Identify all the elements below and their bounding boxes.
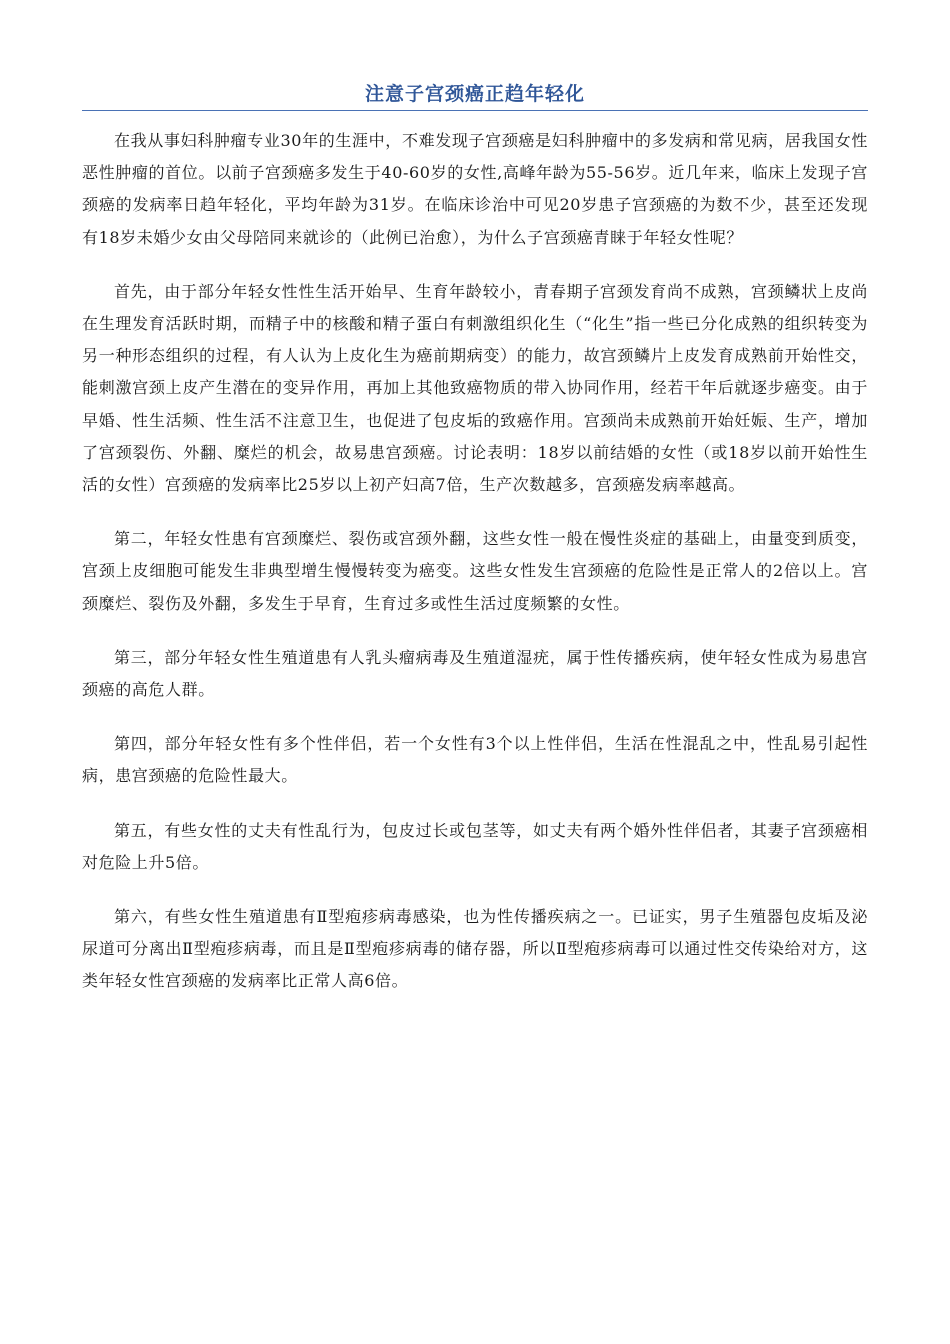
paragraph-reason-sixth: 第六，有些女性生殖道患有Ⅱ型疱疹病毒感染，也为性传播疾病之一。已证实，男子生殖器包皮垢及泌尿道可分离出Ⅱ型疱疹病毒，而且是Ⅱ型疱疹病毒的储存器，所以Ⅱ型疱疹病毒可以通过性交传染给对方，这类年轻女性宫颈癌的发病率比正常人高6倍。 [82, 907, 868, 991]
document-page [82, 78, 868, 1020]
paragraph-reason-fourth: 第四，部分年轻女性有多个性伴侣，若一个女性有3个以上性伴侣，生活在性混乱之中，性乱易引起性病，患宫颈癌的危险性最大。 [82, 734, 868, 786]
paragraph-reason-first: 首先，由于部分年轻女性性生活开始早、生育年龄较小，青春期子宫颈发育尚不成熟，宫颈鳞状上皮尚在生理发育活跃时期，而精子中的核酸和精子蛋白有刺激组织化生（“化生”指一些已分化成熟的组织转变为另一种形态组织的过程，有人认为上皮化生为癌前期病变）的能力，故宫颈鳞片上皮发育成熟前开始性交，能刺激宫颈上皮产生潜在的变异作用，再加上其他致癌物质的带入协同作用，经若干年后就逐步癌变。由于早婚、性生活频、性生活不注意卫生，也促进了包皮垢的致癌作用。宫颈尚未成熟前开始妊娠、生产，增加了宫颈裂伤、外翻、糜烂的机会，故易患宫颈癌。讨论表明：18岁以前结婚的女性（或18岁以前开始性生活的女性）宫颈癌的发病率比25岁以上初产妇高7倍，生产次数越多，宫颈癌发病率越高。 [82, 281, 868, 495]
paragraph-reason-third: 第三，部分年轻女性生殖道患有人乳头瘤病毒及生殖道湿疣，属于性传播疾病，使年轻女性成为易患宫颈癌的高危人群。 [82, 647, 868, 700]
paragraph-intro: 在我从事妇科肿瘤专业30年的生涯中，不难发现子宫颈癌是妇科肿瘤中的多发病和常见病，居我国女性恶性肿瘤的首位。以前子宫颈癌多发生于40-60岁的女性,高峰年龄为55-56岁。近几年来，临床上发现子宫颈癌的发病率日趋年轻化，平均年龄为31岁。在临床诊治中可见20岁患子宫颈癌的为数不少，甚至还发现有18岁未婚少女由父母陪同来就诊的（此例已治愈），为什么子宫颈癌青睐于年轻女性呢？ [82, 131, 868, 247]
paragraph-reason-fifth: 第五，有些女性的丈夫有性乱行为，包皮过长或包茎等，如丈夫有两个婚外性伴侣者，其妻子宫颈癌相对危险上升5倍。 [82, 820, 868, 872]
paragraph-reason-second: 第二，年轻女性患有宫颈糜烂、裂伤或宫颈外翻，这些女性一般在慢性炎症的基础上，由量变到质变，宫颈上皮细胞可能发生非典型增生慢慢转变为癌变。这些女性发生宫颈癌的危险性是正常人的2倍以上。宫颈糜烂、裂伤及外翻，多发生于早育，生育过多或性生活过度频繁的女性。 [82, 529, 868, 613]
title-underline [82, 110, 868, 111]
document-title: 注意子宫颈癌正趋年轻化 [364, 83, 585, 105]
